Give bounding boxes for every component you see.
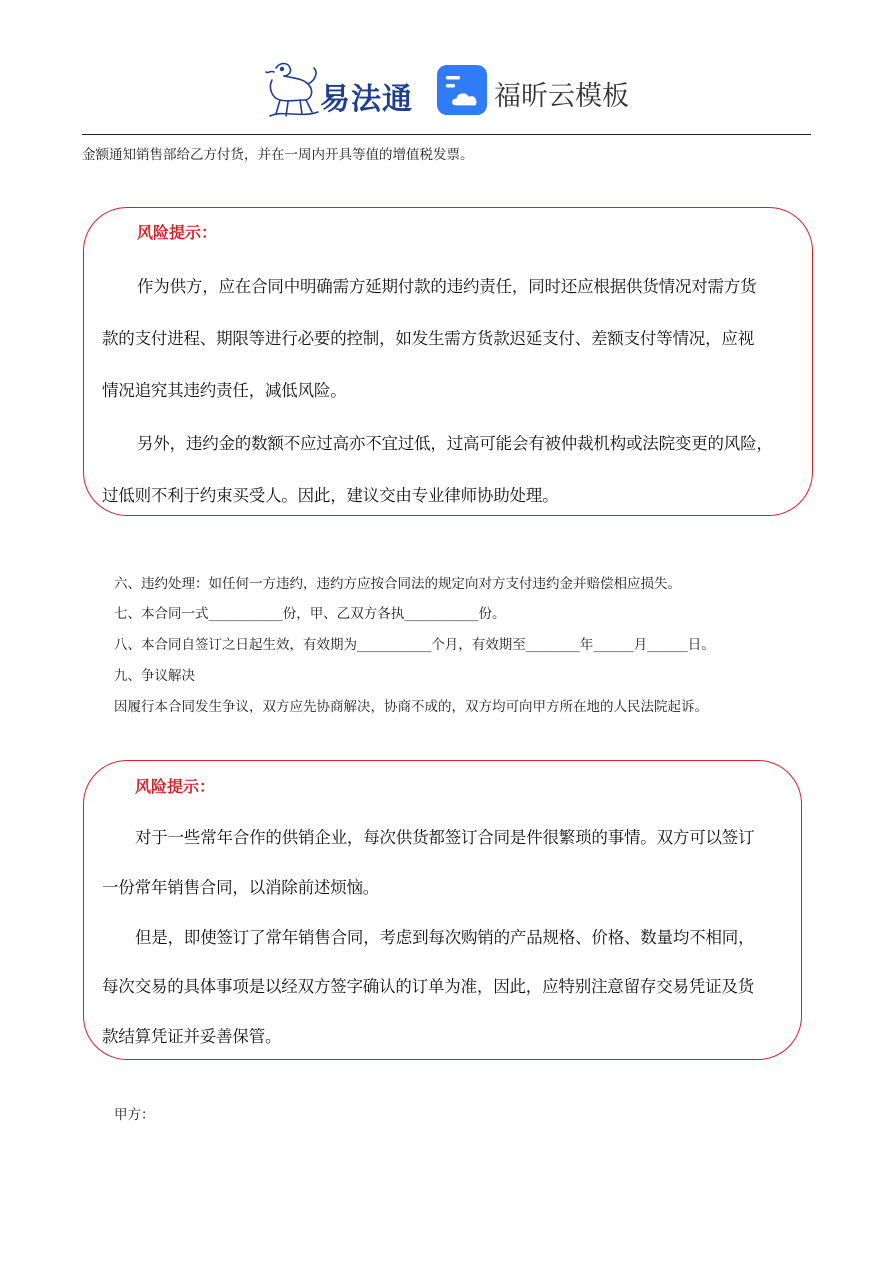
intro-line: 金额通知销售部给乙方付货，并在一周内开具等值的增值税发票。 <box>82 147 474 163</box>
qilin-icon <box>262 58 322 120</box>
risk-notice-box-1 <box>83 207 813 516</box>
risk-notice-box-2 <box>83 760 802 1060</box>
risk1-line-3: 情况追究其违约责任，减低风险。 <box>102 381 347 400</box>
clause-9-heading: 九、争议解决 <box>114 668 195 684</box>
party-a-label: 甲方： <box>114 1107 155 1123</box>
fuxin-logo-text: 福昕云模板 <box>494 81 629 112</box>
risk1-line-2: 款的支付进程、期限等进行必要的控制，如发生需方货款迟延支付、差额支付等情况，应视 <box>102 329 755 348</box>
clause-9-body: 因履行本合同发生争议，双方应先协商解决，协商不成的，双方均可向甲方所在地的人民法院起诉。 <box>114 699 708 715</box>
risk2-line-4: 每次交易的具体事项是以经双方签字确认的订单为准，因此，应特别注意留存交易凭证及货 <box>102 977 755 996</box>
fuxin-cloud-icon <box>436 64 488 116</box>
header-divider <box>82 134 811 135</box>
risk2-line-5: 款结算凭证并妥善保管。 <box>102 1027 282 1046</box>
risk2-line-1: 对于一些常年合作的供销企业，每次供货都签订合同是件很繁琐的事情。双方可以签订 <box>135 828 755 847</box>
risk-notice-title-2: 风险提示： <box>135 777 216 796</box>
clause-7: 七、本合同一式___________份，甲、乙双方各执___________份。 <box>114 606 506 622</box>
fuxin-logo <box>436 64 636 120</box>
risk-notice-title-1: 风险提示： <box>137 223 218 242</box>
risk2-line-3: 但是，即使签订了常年销售合同，考虑到每次购销的产品规格、价格、数量均不相同， <box>135 928 755 947</box>
yifatong-logo-text: 易法通 <box>320 82 413 117</box>
risk1-line-5: 过低则不利于约束买受人。因此，建议交由专业律师协助处理。 <box>102 486 559 505</box>
risk1-line-4: 另外，违约金的数额不应过高亦不宜过低，过高可能会有被仲裁机构或法院变更的风险， <box>137 434 773 453</box>
header-logos <box>0 58 893 128</box>
yifatong-logo <box>262 58 412 122</box>
risk1-line-1: 作为供方，应在合同中明确需方延期付款的违约责任，同时还应根据供货情况对需方货 <box>137 277 757 296</box>
risk2-line-2: 一份常年销售合同，以消除前述烦恼。 <box>102 878 380 897</box>
clause-8: 八、本合同自签订之日起生效，有效期为___________个月，有效期至________年______月______日。 <box>114 637 715 653</box>
clause-6: 六、违约处理：如任何一方违约，违约方应按合同法的规定向对方支付违约金并赔偿相应损失。 <box>114 576 681 592</box>
